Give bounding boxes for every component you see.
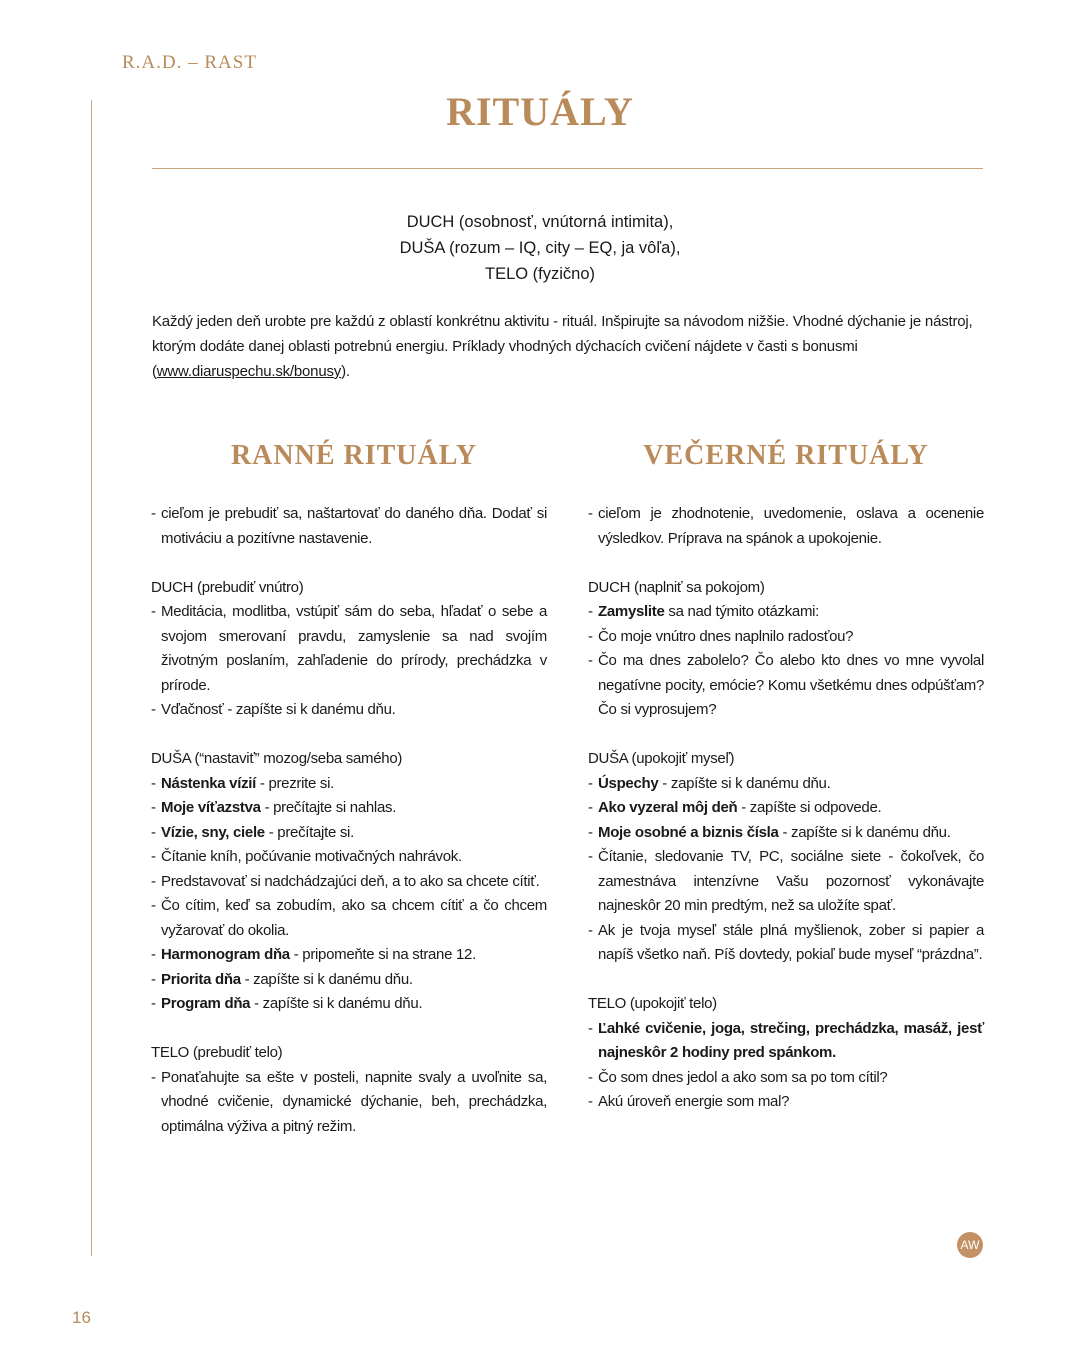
list-item: - Čo ma dnes zabolelo? Čo alebo kto dnes vo mne vyvolal negatívne pocity, emócie? Komu všetkému dnes odpúšťam? Čo si vyprosujem? (588, 652, 984, 718)
morning-telo-list (151, 1066, 547, 1140)
list-item: - Meditácia, modlitba, vstúpiť sám do seba, hľadať o sebe a svojom smerovaní pravdu, zamyslenie sa nad svojím životným poslaním, zahľadenie do prírody, prechádzka v prírode. (151, 603, 547, 694)
running-header: R.A.D. – RAST (122, 52, 257, 73)
intro-end: ). (341, 363, 350, 380)
evening-duch-list (588, 600, 984, 723)
list-item: - Predstavovať si nadchádzajúci deň, a to ako sa chcete cítiť. (151, 872, 540, 890)
evening-telo-list (588, 1017, 984, 1115)
list-item: - Moje víťazstva - prečítajte si nahlas. (151, 799, 397, 816)
list-item: - Harmonogram dňa - pripomeňte si na strane 12. (151, 946, 476, 963)
evening-rituals-title: VEČERNÉ RITUÁLY (643, 440, 929, 471)
author-badge: AW (957, 1232, 983, 1258)
morning-goal: - cieľom je prebudiť sa, naštartovať do daného dňa. Dodať si motiváciu a pozitívne nastavenie. (151, 505, 547, 547)
intro-text: Každý jeden deň urobte pre každú z oblastí konkrétnu aktivitu - rituál. Inšpirujte sa návodom nižšie. Vhodné dýchanie je nástroj, ktorým dodáte danej oblasti potrebnú energiu. Príklady vhodných dýchacích cvičení nájdete v časti s bonusmi ( (152, 313, 973, 380)
evening-dusa-heading: DUŠA (upokojiť myseľ) (588, 750, 735, 767)
list-item: - Zamyslite sa nad týmito otázkami: (588, 603, 820, 620)
list-item: - Program dňa - zapíšte si k danému dňu. (151, 995, 423, 1012)
list-item: - Čítanie, sledovanie TV, PC, sociálne siete - čokoľvek, čo zamestnáva intenzívne Vašu pozornosť vykonávajte najneskôr 20 min predtým, než sa uložíte spať. (588, 848, 984, 914)
morning-duch-list (151, 600, 547, 723)
list-item: - Ak je tvoja myseľ stále plná myšlienok, zober si papier a napíš všetko naň. Píš dovtedy, pokiaľ bude myseľ “prázdna”. (588, 921, 984, 963)
morning-duch-heading: DUCH (prebudiť vnútro) (151, 578, 304, 596)
list-item: - Čo som dnes jedol a ako som sa po tom cítil? (588, 1068, 888, 1086)
list-item: - Akú úroveň energie som mal? (588, 1093, 790, 1110)
list-item: - Úspechy - zapíšte si k danému dňu. (588, 774, 831, 792)
morning-telo-heading: TELO (prebudiť telo) (151, 1044, 283, 1061)
list-item: - Čítanie kníh, počúvanie motivačných nahrávok. (151, 848, 462, 865)
list-item: - Moje osobné a biznis čísla - zapíšte si k danému dňu. (588, 823, 951, 841)
morning-rituals-title: RANNÉ RITUÁLY (230, 440, 478, 471)
evening-rituals-column (588, 440, 984, 1115)
morning-dusa-list (151, 772, 547, 1017)
evening-dusa-list (588, 772, 984, 968)
list-item: - Vďačnosť - zapíšte si k danému dňu. (151, 701, 396, 718)
list-item: - Ako vyzeral môj deň - zapíšte si odpovede. (588, 799, 882, 816)
list-item: - Vízie, sny, ciele - prečítajte si. (151, 823, 354, 841)
page-title: RITUÁLY (446, 89, 634, 134)
evening-duch-heading: DUCH (naplniť sa pokojom) (588, 578, 765, 596)
subtitle (0, 209, 1080, 287)
subtitle-line-telo: TELO (fyzično) (484, 265, 596, 283)
list-item: - Nástenka vízií - prezrite si. (151, 774, 335, 792)
bonus-link[interactable]: www.diaruspechu.sk/bonusy (156, 363, 342, 380)
subtitle-line-dusa: DUŠA (rozum – IQ, city – EQ, ja vôľa), (399, 239, 681, 257)
evening-goal: - cieľom je zhodnotenie, uvedomenie, oslava a ocenenie výsledkov. Príprava na spánok a upokojenie. (588, 505, 984, 547)
morning-rituals-column (151, 440, 547, 1139)
subtitle-line-duch: DUCH (osobnosť, vnútorná intimita), (406, 213, 674, 231)
list-item: - Ponaťahujte sa ešte v posteli, napnite svaly a uvoľnite sa, vhodné cvičenie, dynamické dýchanie, beh, prechádzka, optimálna výživa a pitný režim. (151, 1068, 547, 1135)
list-item: - Čo moje vnútro dnes naplnilo radosťou? (588, 627, 854, 645)
list-item: - Ľahké cvičenie, joga, strečing, prechádzka, masáž, jesť najneskôr 2 hodiny pred spánkom. (588, 1019, 984, 1061)
morning-dusa-heading: DUŠA (“nastaviť” mozog/seba samého) (151, 750, 403, 767)
evening-telo-heading: TELO (upokojiť telo) (588, 995, 717, 1012)
title-divider (152, 168, 983, 169)
list-item: - Priorita dňa - zapíšte si k danému dňu. (151, 970, 413, 988)
list-item: - Čo cítim, keď sa zobudím, ako sa chcem cítiť a čo chcem vyžarovať do okolia. (151, 897, 547, 939)
page-number: 16 (72, 1308, 91, 1327)
intro-paragraph (152, 309, 984, 384)
